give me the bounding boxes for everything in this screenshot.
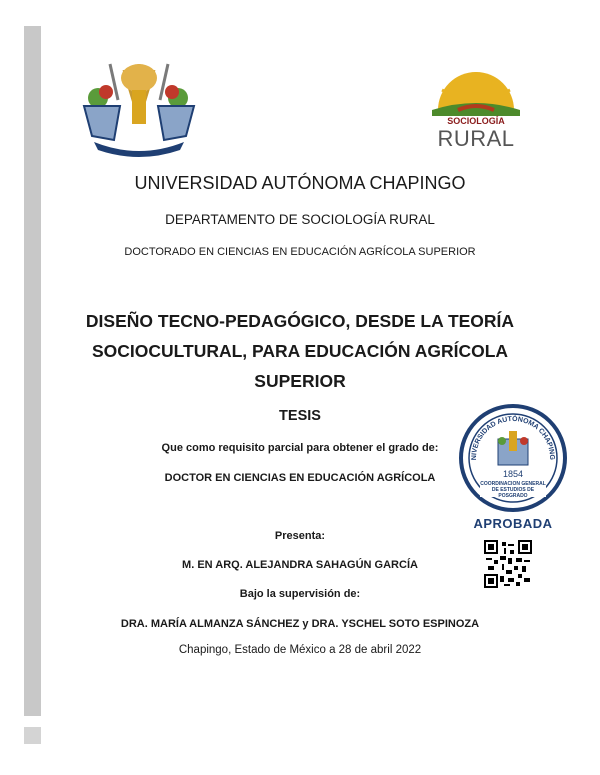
university-name: UNIVERSIDAD AUTÓNOMA CHAPINGO (134, 173, 466, 193)
approval-seal (458, 403, 568, 513)
thesis-title-line: SUPERIOR (254, 371, 346, 391)
place-date: Chapingo, Estado de México a 28 de abril 2022 (178, 644, 422, 656)
presents-label: Presenta: (274, 530, 326, 542)
left-margin-bar (24, 26, 41, 716)
supervisors-names: DRA. MARÍA ALMANZA SÁNCHEZ y DRA. YSCHEL SOTO ESPINOZA (120, 618, 480, 630)
degree-name: DOCTOR EN CIENCIAS EN EDUCACIÓN AGRÍCOLA (164, 472, 436, 484)
supervision-label: Bajo la supervisión de: (239, 588, 361, 600)
author-name: M. EN ARQ. ALEJANDRA SAHAGÚN GARCÍA (182, 559, 418, 571)
logo-text-sociologia: SOCIOLOGÍA (447, 116, 505, 126)
requirement-text: Que como requisito parcial para obtener el grado de: (161, 442, 439, 454)
seal-office-text: COORDINACIÓN GENERAL DE ESTUDIOS DE POSGRADO (480, 481, 546, 499)
program-name: DOCTORADO EN CIENCIAS EN EDUCACIÓN AGRÍCOLA SUPERIOR (124, 246, 476, 258)
approval-status: APROBADA (473, 516, 553, 531)
document-type: TESIS (279, 408, 321, 424)
seal-ring-text: NIVERSIDAD AUTÓNOMA CHAPING (470, 415, 556, 461)
qr-code-icon (484, 540, 532, 588)
sociologia-rural-logo (428, 70, 524, 154)
logo-text-rural: RURAL (437, 126, 515, 151)
seal-year: 1854 (502, 469, 524, 479)
thesis-title-line: DISEÑO TECNO-PEDAGÓGICO, DESDE LA TEORÍA (85, 311, 515, 331)
page-corner-marker (24, 727, 41, 744)
thesis-title-line: SOCIOCULTURAL, PARA EDUCACIÓN AGRÍCOLA (91, 341, 509, 361)
university-crest-icon (80, 60, 198, 158)
department-name: DEPARTAMENTO DE SOCIOLOGÍA RURAL (165, 212, 435, 227)
thesis-title (60, 306, 540, 396)
